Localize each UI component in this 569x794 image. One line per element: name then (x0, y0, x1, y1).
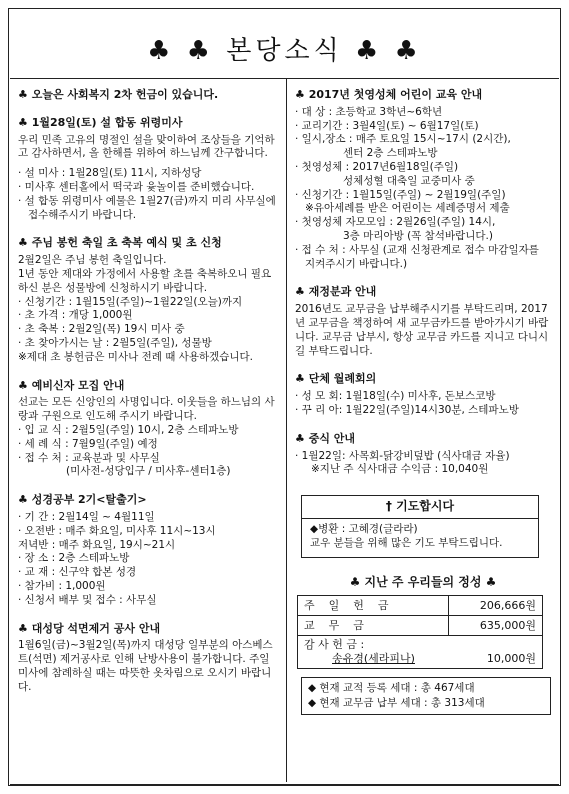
list-item-detail: (미사전-성당입구 / 미사후-센터1층) (66, 465, 231, 478)
section-body: 우리 민족 고유의 명절인 설을 맞이하여 조상들을 기억하고 감사하면서, 올 한해를 위하여 하느님께 간구합니다. (18, 133, 275, 160)
list-item: · 초 가격 : 개당 1,000원 (18, 309, 133, 322)
list-item-detail: 3층 마리아방 (꼭 참석바랍니다.) (343, 229, 493, 242)
list-item: · 성 모 회: 1월18일(수) 미사후, 돈보스코방 (295, 390, 496, 403)
list-item: 저녁반 : 매주 화요일, 19시~21시 (18, 538, 176, 551)
list-item: · 미사후 센터홀에서 떡국과 윷놀이를 준비했습니다. (18, 180, 255, 193)
prayer-box (301, 495, 539, 557)
list-item: · 참가비 : 1,000원 (18, 579, 106, 592)
list-item: · 접 수 처 : 사무실 (교재 신청관계로 접수 마감일자를 지켜주시기 바랍니다.) (295, 243, 539, 270)
offering-value: 635,000원 (449, 616, 543, 636)
stat-line: ◆ 현재 교무금 납부 세대 : 총 313세대 (308, 696, 485, 709)
prayer-body (302, 519, 538, 557)
offering-table (297, 595, 543, 669)
table-row (298, 596, 543, 616)
section-bible-study (18, 493, 278, 607)
section-title: ♣ 1월28일(토) 설 합동 위령미사 (18, 115, 183, 129)
section-new-year-mass (18, 116, 278, 223)
section-title: ♣ 재정분과 안내 (295, 285, 377, 299)
list-item: · 초 찾아가시는 날 : 2월5일(주일), 성물방 (18, 336, 212, 349)
list-item: · 1월22일: 사목회-닭강비덮밥 (식사대금 자율) (295, 449, 510, 462)
left-column (18, 88, 278, 708)
section-note: ※지난 주 식사대금 수익금 : 10,040원 (311, 463, 489, 476)
section-body: 선교는 모든 신앙인의 사명입니다. 이웃들을 하느님의 사랑과 구원으로 인도해 주시기 바랍니다. (18, 396, 275, 423)
section-title: ♣ 대성당 석면제거 공사 안내 (18, 621, 161, 635)
section-title: ♣ 예비신자 모집 안내 (18, 378, 125, 392)
section-asbestos (18, 622, 278, 695)
footer-divider (10, 784, 559, 785)
list-item: · 장 소 : 2층 스테파노방 (18, 552, 130, 565)
household-stats (301, 677, 551, 715)
list-item: · 접 수 처 : 교육분과 및 사무실 (18, 451, 160, 464)
section-catechumen (18, 379, 278, 480)
list-item: · 설 합동 위령미사 예물은 1월27(금)까지 미리 사무실에 접수해주시기 바랍니다. (18, 194, 276, 221)
list-item: · 오전반 : 매주 화요일, 미사후 11시~13시 (18, 524, 216, 537)
offering-label: 주일헌금 (298, 596, 449, 616)
section-title: ♣ 중식 안내 (295, 431, 356, 445)
section-body: 2월2일은 주님 봉헌 축일입니다. 1년 동안 제대와 가정에서 사용할 초를 축복하오니 필요하신 분은 성물방에 신청하시기 바랍니다. (18, 254, 272, 294)
section-title: ♣ 성경공부 2기<탈출기> (18, 493, 147, 507)
thanks-row (304, 652, 536, 666)
offering-value: 206,666원 (449, 596, 543, 616)
section-note: ※제대 초 봉헌금은 미사나 전례 때 사용하겠습니다. (18, 350, 254, 363)
list-item-note: ※유아세례를 받은 어린이는 세례증명서 제출 (305, 202, 510, 215)
offering-label: 교무금 (298, 616, 449, 636)
list-item-detail: 성체성혈 대축일 교중미사 중 (343, 174, 475, 187)
page-title: ♣ ♣ 본당소식 ♣ ♣ (147, 36, 422, 66)
header-divider (10, 78, 559, 79)
list-item: · 첫영성체 자모모임 : 2월26일(주일) 14시, (295, 216, 496, 229)
table-row (298, 616, 543, 636)
list-item: · 초 축복 : 2월2일(목) 19시 미사 중 (18, 323, 185, 336)
offering-title: ♣ 지난 주 우리들의 정성 ♣ (349, 574, 497, 589)
section-social-welfare (18, 88, 278, 102)
list-item: · 신청기간 : 1월15일(주일) ~ 2월19일(주일) (295, 188, 506, 201)
section-title: ♣ 단체 월례회의 (295, 372, 377, 386)
list-item: · 대 상 : 초등학교 3학년~6학년 (295, 105, 443, 118)
section-title: ♣ 2017년 첫영성체 어린이 교육 안내 (295, 88, 483, 101)
list-item-detail: 센터 2층 스테파노방 (343, 147, 438, 160)
section-lunch (295, 432, 551, 477)
list-item: · 첫영성체 : 2017년6월18일(주일) (295, 160, 459, 173)
list-item: · 교리기간 : 3월4일(토) ~ 6월17일(토) (295, 119, 479, 132)
list-item: · 꾸 리 아: 1월22일(주일)14시30분, 스테파노방 (295, 403, 519, 416)
prayer-line: ◆병환 : 고혜경(글라라) (310, 522, 418, 535)
list-item: · 신청서 배부 및 접수 : 사무실 (18, 593, 157, 606)
section-candle-blessing (18, 236, 278, 364)
section-first-communion (295, 88, 551, 271)
thanks-label: 감 사 헌 금 : (304, 638, 365, 652)
list-item: · 입 교 식 : 2월5일(주일) 10시, 2층 스테파노방 (18, 423, 239, 436)
stat-line: ◆ 현재 교적 등록 세대 : 총 467세대 (308, 681, 475, 694)
list-item: · 세 례 식 : 7월9일(주일) 예정 (18, 437, 158, 450)
prayer-title: † 기도합시다 (302, 496, 538, 519)
section-meetings (295, 372, 551, 417)
section-finance (295, 285, 551, 358)
list-item: · 교 재 : 신구약 합본 성경 (18, 566, 137, 579)
list-item: · 일시,장소 : 매주 토요일 15시~17시 (2시간), (295, 133, 511, 146)
section-title: ♣ 오늘은 사회복지 2차 헌금이 있습니다. (18, 88, 219, 101)
table-row (298, 636, 543, 669)
list-item: · 신청기간 : 1월15일(주일)~1월22일(오늘)까지 (18, 295, 243, 308)
list-item: · 기 간 : 2월14일 ~ 4월11일 (18, 510, 155, 523)
section-body: 1월6일(금)~3월2일(목)까지 대성당 일부분의 아스베스트(석면) 제거공사로 인해 난방사용이 불가합니다. 주일미사에 참례하실 때는 따뜻한 옷차림으로 오시기 바랍니다. (18, 639, 273, 693)
right-column (295, 88, 551, 715)
section-body: 2016년도 교무금을 납부해주시기를 부탁드리며, 2017년 교무금을 책정하여 새 교무금카드를 받아가시기 바랍니다. 교무금 납부시, 항상 교무금 카드를 지니고 다니시길 부탁드립니다. (295, 303, 549, 357)
thanks-name: 송유경(세라피나) (332, 652, 415, 666)
column-divider (286, 79, 287, 782)
section-title: ♣ 주님 봉헌 축일 초 축복 예식 및 초 신청 (18, 236, 222, 250)
thanks-offering (298, 636, 543, 669)
thanks-value: 10,000원 (486, 652, 536, 666)
prayer-line: 교우 분들을 위해 많은 기도 부탁드립니다. (310, 536, 503, 549)
list-item: · 설 미사 : 1월28일(토) 11시, 지하성당 (18, 167, 202, 180)
